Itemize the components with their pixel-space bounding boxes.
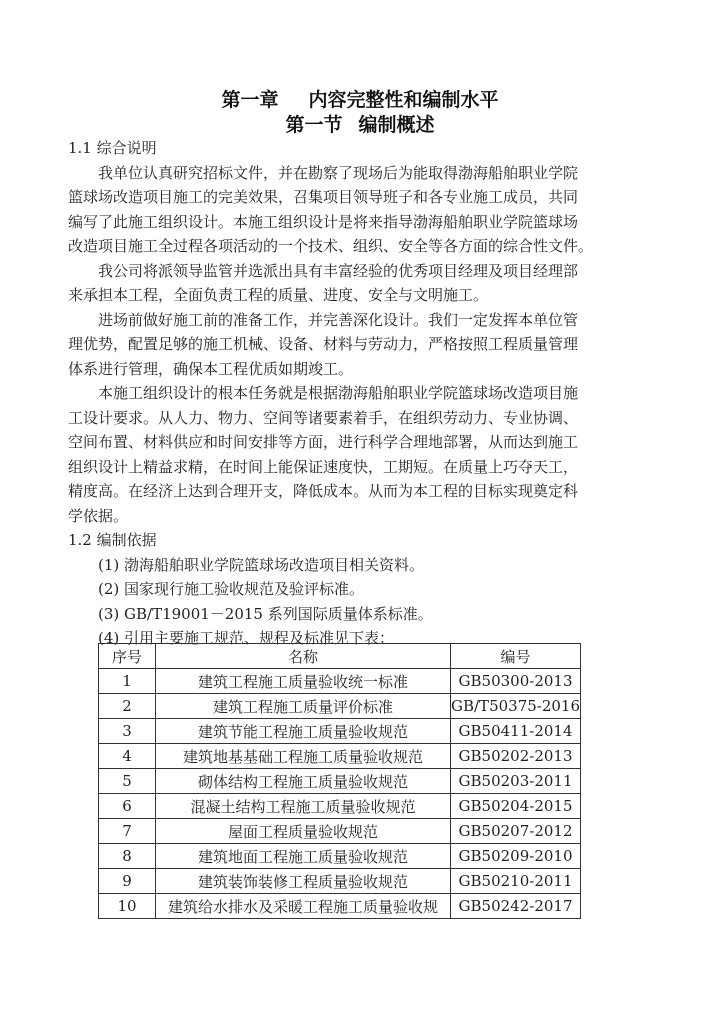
table-row <box>99 844 581 869</box>
cell-index: 2 <box>99 694 156 719</box>
cell-name: 建筑地基基础工程施工质量验收规范 <box>156 744 451 769</box>
table-row <box>99 894 581 919</box>
paragraph-line: 工设计要求。从人力、物力、空间等诸要素着手，在组织劳动力、专业协调、 <box>68 408 579 427</box>
paragraph-line: 理优势，配置足够的施工机械、设备、材料与劳动力，严格按照工程质量管理 <box>68 335 579 353</box>
cell-code: GB50242-2017 <box>451 894 581 919</box>
heading-1-1: 1.1 综合说明 <box>68 139 157 157</box>
cell-name: 建筑给水排水及采暖工程施工质量验收规 <box>156 894 451 919</box>
chapter-number: 第一章 <box>221 89 279 111</box>
list-item: (4) 引用主要施工规范、规程及标准见下表： <box>98 629 395 647</box>
chapter-text: 内容完整性和编制水平 <box>308 89 499 111</box>
cell-code: GB50411-2014 <box>451 719 581 744</box>
table-header-row <box>99 644 581 669</box>
paragraph-line: 进场前做好施工前的准备工作，并完善深化设计。我们一定发挥本单位管 <box>98 310 579 329</box>
cell-index: 6 <box>99 794 156 819</box>
cell-index: 4 <box>99 744 156 769</box>
list-item: (3) GB/T19001－2015 系列国际质量体系标准。 <box>98 604 433 623</box>
cell-code: GB50202-2013 <box>451 744 581 769</box>
table-row <box>99 794 581 819</box>
paragraph-line: 精度高。在经济上达到合理开支，降低成本。从而为本工程的目标实现奠定科 <box>68 482 579 500</box>
cell-name: 建筑地面工程施工质量验收规范 <box>156 844 451 869</box>
heading-1-2: 1.2 编制依据 <box>68 531 157 549</box>
cell-index: 9 <box>99 869 156 894</box>
paragraph-line: 来承担本工程，全面负责工程的质量、进度、安全与文明施工。 <box>68 286 489 304</box>
header-name: 名称 <box>156 644 451 669</box>
list-item: (2) 国家现行施工验收规范及验评标准。 <box>98 580 365 598</box>
cell-index: 8 <box>99 844 156 869</box>
paragraph-line: 编写了此施工组织设计。本施工组织设计是将来指导渤海船舶职业学院篮球场 <box>68 212 579 231</box>
cell-name: 砌体结构工程施工质量验收规范 <box>156 769 451 794</box>
table-row <box>99 769 581 794</box>
paragraph-line: 改造项目施工全过程各项活动的一个技术、组织、安全等各方面的综合性文件。 <box>68 237 594 255</box>
cell-code: GB50204-2015 <box>451 794 581 819</box>
cell-name: 屋面工程质量验收规范 <box>156 819 451 844</box>
cell-code: GB50203-2011 <box>451 769 581 794</box>
header-code: 编号 <box>451 644 581 669</box>
cell-code: GB50300-2013 <box>451 669 581 694</box>
table-row <box>99 819 581 844</box>
cell-name: 建筑工程施工质量评价标准 <box>156 694 451 719</box>
paragraph-line: 本施工组织设计的根本任务就是根据渤海船舶职业学院篮球场改造项目施 <box>98 384 579 402</box>
table-row <box>99 744 581 769</box>
section-text: 编制概述 <box>358 114 435 136</box>
cell-code: GB50210-2011 <box>451 869 581 894</box>
section-number: 第一节 <box>285 114 343 136</box>
header-index: 序号 <box>99 644 156 669</box>
cell-index: 7 <box>99 819 156 844</box>
section-title <box>0 113 720 138</box>
chapter-title <box>0 88 720 113</box>
cell-index: 1 <box>99 669 156 694</box>
cell-index: 5 <box>99 769 156 794</box>
cell-code: GB/T50375-2016 <box>451 694 581 719</box>
basis-list <box>68 553 668 651</box>
standards-table <box>98 643 581 919</box>
paragraph-line: 学依据。 <box>68 506 129 525</box>
table-row <box>99 694 581 719</box>
document-body <box>68 136 668 651</box>
table-row <box>99 669 581 694</box>
paragraph-line: 我公司将派领导监管并选派出具有丰富经验的优秀项目经理及项目经理部 <box>98 261 579 280</box>
paragraph-line: 我单位认真研究招标文件，并在勘察了现场后为能取得渤海船舶职业学院 <box>98 163 579 182</box>
cell-index: 3 <box>99 719 156 744</box>
paragraph-line: 组织设计上精益求精，在时间上能保证速度快，工期短。在质量上巧夺天工， <box>68 457 579 476</box>
cell-name: 混凝土结构工程施工质量验收规范 <box>156 794 451 819</box>
paragraph-line: 篮球场改造项目施工的完美效果，召集项目领导班子和各专业施工成员，共同 <box>68 188 579 206</box>
section-1-1-text <box>68 161 668 529</box>
paragraph-line: 体系进行管理，确保本工程优质如期竣工。 <box>68 359 354 378</box>
cell-code: GB50207-2012 <box>451 819 581 844</box>
cell-index: 10 <box>99 894 156 919</box>
list-item: (1) 渤海船舶职业学院篮球场改造项目相关资料。 <box>98 555 425 574</box>
cell-name: 建筑节能工程施工质量验收规范 <box>156 719 451 744</box>
cell-code: GB50209-2010 <box>451 844 581 869</box>
table-row <box>99 869 581 894</box>
paragraph-line: 空间布置、材料供应和时间安排等方面，进行科学合理地部署，从而达到施工 <box>68 433 579 451</box>
table-row <box>99 719 581 744</box>
cell-name: 建筑装饰装修工程质量验收规范 <box>156 869 451 894</box>
cell-name: 建筑工程施工质量验收统一标准 <box>156 669 451 694</box>
